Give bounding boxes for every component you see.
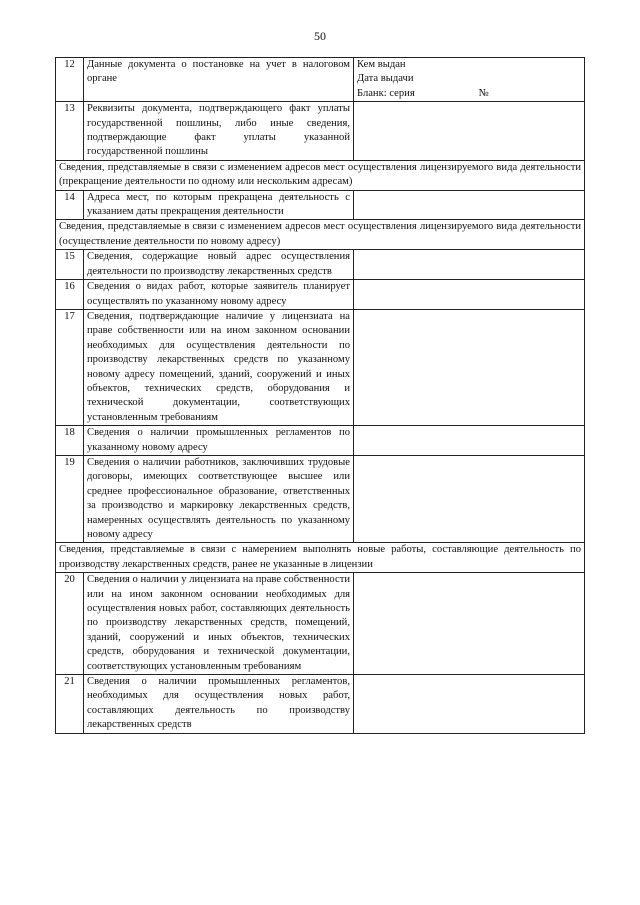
row-value [354, 102, 585, 161]
row-label: Данные документа о постановке на учет в налоговом органе [84, 58, 354, 102]
section-header-new-address [56, 220, 585, 250]
table-row-18 [56, 426, 585, 456]
row-number: 18 [56, 426, 84, 456]
table-row-14 [56, 190, 585, 220]
table-row-13 [56, 102, 585, 161]
issued-by-label: Кем выдан [357, 59, 406, 70]
section-title: Сведения, представляемые в связи с изменением адресов мест осуществления лицензируемого вида деятельности (прекращение деятельности по одному или нескольким адресам) [56, 160, 585, 190]
row-number: 20 [56, 573, 84, 675]
table-row-17 [56, 309, 585, 425]
issue-date-label: Дата выдачи [357, 73, 414, 85]
table-row-19 [56, 455, 585, 542]
row-number: 17 [56, 309, 84, 425]
row-label: Сведения о наличии промышленных регламентов, необходимых для осуществления новых работ, составляющих деятельность по производству лекарственных средств [84, 675, 354, 734]
row-label: Сведения о видах работ, которые заявитель планирует осуществлять по указанному новому адресу [84, 280, 354, 310]
row-label: Адреса мест, по которым прекращена деятельность с указанием даты прекращения деятельности [84, 190, 354, 220]
row-number: 13 [56, 102, 84, 161]
form-series-line [357, 87, 581, 101]
row-label: Сведения, содержащие новый адрес осуществления деятельности по производству лекарственных средств [84, 250, 354, 280]
row-label: Сведения, подтверждающие наличие у лицензиата на праве собственности или на ином законном основании необходимых для осуществления деятельности по производству лекарственных средств по указанному новому адресу помещений, зданий, сооружений и иных объектов, технических средств, оборудования и технической документации, соответствующих установленным требованиям [84, 309, 354, 425]
row-label: Сведения о наличии промышленных регламентов по указанному новому адресу [84, 426, 354, 456]
row-value [354, 309, 585, 425]
row-number: 21 [56, 675, 84, 734]
table-row-21 [56, 675, 585, 734]
page-number: 50 [314, 29, 326, 43]
section-title: Сведения, представляемые в связи с изменением адресов мест осуществления лицензируемого вида деятельности (осуществление деятельности по новому адресу) [56, 220, 585, 250]
row-number: 12 [56, 58, 84, 102]
row-label: Сведения о наличии у лицензиата на праве собственности или на ином законном основании необходимых для осуществления новых работ, составляющих деятельность по производству лекарственных средств, помещений, зданий, сооружений и иных объектов, технических средств, оборудования и технической документации, соответствующих установленным требованиям [84, 573, 354, 675]
row-label: Сведения о наличии работников, заключивших трудовые договоры, имеющих соответствующее высшее или среднее профессиональное образование, ответственных за производство и маркировку лекарственных средств, намеренных осуществлять деятельность по указанному новому адресу [84, 455, 354, 542]
table-row-15 [56, 250, 585, 280]
row-value [354, 573, 585, 675]
row-value [354, 455, 585, 542]
row-value [354, 280, 585, 310]
table-row-20 [56, 573, 585, 675]
row-value [354, 426, 585, 456]
section-header-termination [56, 160, 585, 190]
section-header-new-works [56, 543, 585, 573]
row-number: 14 [56, 190, 84, 220]
row-value [354, 58, 585, 102]
section-title: Сведения, представляемые в связи с намерением выполнять новые работы, составляющие деятельность по производству лекарственных средств, ранее не указанные в лицензии [56, 543, 585, 573]
form-series-label: Бланк: серия [357, 87, 415, 99]
row-number: 16 [56, 280, 84, 310]
table-row-12 [56, 58, 585, 102]
table-row-16 [56, 280, 585, 310]
row-value [354, 675, 585, 734]
row-number: 15 [56, 250, 84, 280]
row-label: Реквизиты документа, подтверждающего факт уплаты государственной пошлины, либо иные сведения, подтверждающие факт уплаты указанной государственной пошлины [84, 102, 354, 161]
form-number-label: № [478, 87, 489, 99]
license-form-table [55, 57, 585, 734]
row-value [354, 190, 585, 220]
row-value [354, 250, 585, 280]
row-number: 19 [56, 455, 84, 542]
